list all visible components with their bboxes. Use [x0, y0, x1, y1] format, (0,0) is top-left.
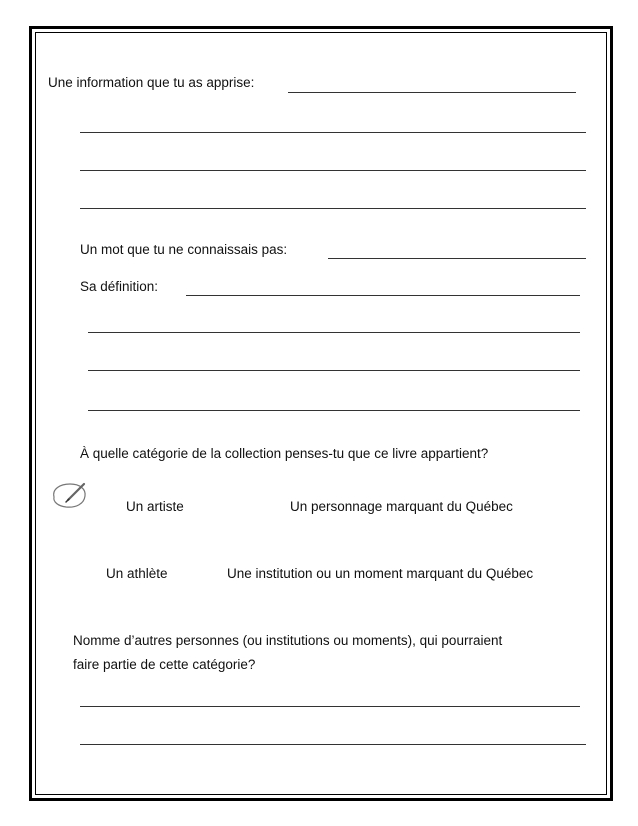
- others-answer-line[interactable]: [80, 744, 586, 745]
- definition-prompt: Sa définition:: [80, 279, 159, 294]
- word-prompt: Un mot que tu ne connaissais pas:: [80, 242, 288, 257]
- information-answer-line[interactable]: [80, 208, 586, 209]
- definition-answer-line[interactable]: [88, 410, 580, 411]
- others-question-line-1: Nomme d’autres personnes (ou institutions ou moments), qui pourraient: [73, 633, 503, 648]
- page-border-inner: [35, 32, 607, 795]
- definition-answer-line[interactable]: [88, 370, 580, 371]
- pencil-circle-icon: [48, 480, 90, 512]
- category-question: À quelle catégorie de la collection penses-tu que ce livre appartient?: [80, 446, 489, 461]
- others-question-line-2: faire partie de cette catégorie?: [73, 657, 256, 672]
- category-option-quebec-figure[interactable]: Un personnage marquant du Québec: [290, 499, 513, 514]
- category-option-institution-moment[interactable]: Une institution ou un moment marquant du Québec: [227, 566, 534, 581]
- category-option-athlete[interactable]: Un athlète: [106, 566, 168, 581]
- information-answer-line[interactable]: [80, 132, 586, 133]
- word-answer-line[interactable]: [328, 258, 586, 259]
- information-prompt: Une information que tu as apprise:: [48, 75, 255, 90]
- information-answer-line[interactable]: [288, 92, 576, 93]
- others-answer-line[interactable]: [80, 706, 580, 707]
- definition-answer-line[interactable]: [186, 295, 580, 296]
- information-answer-line[interactable]: [80, 170, 586, 171]
- definition-answer-line[interactable]: [88, 332, 580, 333]
- category-option-artist[interactable]: Un artiste: [126, 499, 184, 514]
